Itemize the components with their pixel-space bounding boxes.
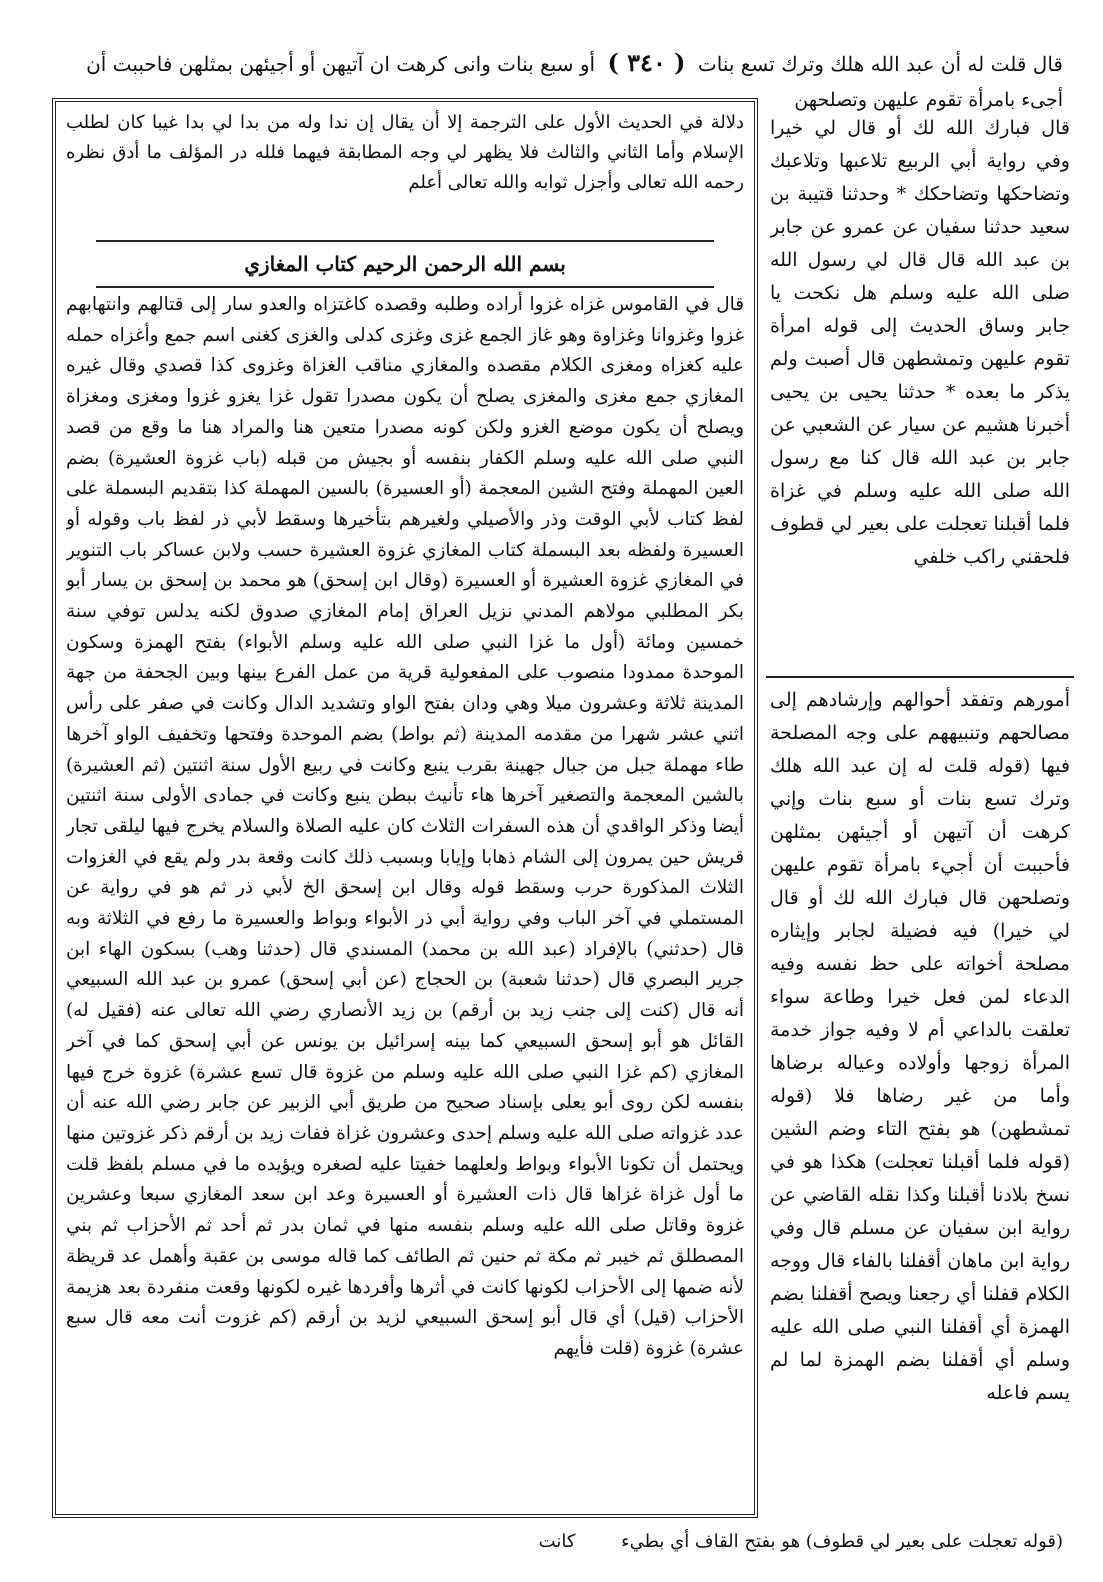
- main-frame: [52, 98, 758, 1518]
- main-commentary: قال في القاموس غزاه غزوا أراده وطلبه وقصده كاغتزاه والعدو سار إلى قتالهم وانتهابهم غزوا وغزوانا وغزاوة وهو غاز الجمع غزى وغزى كدلى والغزى كغنى اسم جمع وأغزاه حمله عليه كغزاه ومغزى الكلام مقصده والمغازي مناقب الغزاة وغزوى كذا قصدي وقال غيره المغازي جمع مغزى والمغزى يصلح أن يكون مصدرا تقول غزا يغزو غزوا ومغزى ومغزاة ويصلح أن يكون موضع الغزو ولكن كونه مصدرا متعين هنا والمراد هنا ما وقع من قصد النبي صلى الله عليه وسلم الكفار بنفسه أو بجيش من قبله (باب غزوة العشيرة) بضم العين المهملة وفتح الشين المعجمة (أو العسيرة) بالسين المهملة كذا بتقديم البسملة على لفظ كتاب لأبي الوقت وذر والأصيلي ولغيرهم بتأخيرها وسقط لأبي ذر لفظ باب وقوله أو العسيرة ولفظه بعد البسملة كتاب المغازي غزوة العشيرة حسب ولابن عساكر باب التنوير في المغازي غزوة العشيرة أو العسيرة (وقال ابن إسحق) هو محمد بن إسحق بن يسار أبو بكر المطلبي مولاهم المدني نزيل العراق إمام المغازي صدوق لكنه يدلس توفي سنة خمسين ومائة (أول ما غزا النبي صلى الله عليه وسلم الأبواء) بفتح الهمزة وسكون الموحدة ممدودا منصوب على المفعولية قرية من عمل الفرع بينها وبين الجحفة من جهة المدينة ثلاثة وعشرون ميلا وهي ودان بفتح الواو وتشديد الدال وكانت في صفر على رأس اثني عشر شهرا من مقدمه المدينة (ثم بواط) بضم الموحدة وفتحها وتخفيف الواو آخرها طاء مهملة جبل من جبال جهينة بقرب ينبع وكانت في ربيع الأول سنة اثنتين (ثم العشيرة) بالشين المعجمة والتصغير آخرها هاء تأنيث ببطن ينبع وكانت في جمادى الأولى سنة اثنتين أيضا وذكر الواقدي أن هذه السفرات الثلاث كان عليه الصلاة والسلام يخرج فيها ليلقى تجار قريش حين يمرون إلى الشام ذهابا وإيابا وبسبب ذلك كانت وقعة بدر ولم يقع في الغزوات الثلاث المذكورة حرب وسقط قوله وقال ابن إسحق الخ لأبي ذر ثم هو في رواية عن المستملي في آخر الباب وفي رواية أبي ذر الأبواء وبواط والعسيرة ما رفع في الثلاثة وبه قال (حدثني) بالإفراد (عبد الله بن محمد) المسندي قال (حدثنا وهب) بسكون الهاء ابن جرير البصري قال (حدثنا شعبة) بن الحجاج (عن أبي إسحق) عمرو بن عبد الله السبيعي أنه قال (كنت إلى جنب زيد بن أرقم) بن زيد الأنصاري رضي الله تعالى عنه (فقيل له) القائل هو أبو إسحق السبيعي كما بينه إسرائيل بن يونس عن أبي إسحق كما في آخر المغازي (كم غزا النبي صلى الله عليه وسلم من غزوة قال تسع عشرة) غزوة خرج فيها بنفسه لكن روى أبو يعلى بإسناد صحيح من طريق أبي الزبير عن جابر رضي الله عنه أن عدد غزواته صلى الله عليه وسلم إحدى وعشرون غزاة ففات زيد بن أرقم ذكر غزوتين منها ويحتمل أن تكونا الأبواء وبواط ولعلهما خفيتا عليه لصغره ويؤيده ما في مسلم بلفظ قلت ما أول غزاة غزاها قال ذات العشيرة أو العسيرة وعد ابن سعد المغازي سبعا وعشرين غزوة وقاتل صلى الله عليه وسلم بنفسه منها في ثمان بدر ثم أحد ثم الأحزاب ثم بني المصطلق ثم خيبر ثم مكة ثم حنين ثم الطائف كما قاله موسى بن عقبة وأهمل عد قريظة لأنه ضمها إلى الأحزاب لكونها كانت في أثرها وأفردها غيره لكونها وقعت منفردة بعد هزيمة الأحزاب (قيل) أي قال أبو إسحق السبيعي لزيد بن أرقم (كم غزوت أنت معه قال سبع عشرة) غزوة (قلت فأيهم: [66, 294, 744, 1359]
- margin-text-bottom: أمورهم وتفقد أحوالهم وإرشادهم إلى مصالحهم وتنبيههم على وجه المصلحة فيها (قوله قلت له إن عبد الله هلك وترك تسع بنات أو سبع بنات وإني كرهت أن آتيهن أو أجيئهن بمثلهن فأحببت أن أجيء بامرأة تقوم عليهن وتصلحهن قال فبارك الله لك أو قال لي خيرا) فيه فضيلة لجابر وإيثاره مصلحة أخواته على حظ نفسه وفيه الدعاء لمن فعل خيرا وطاعة سواء تعلقت بالداعي أم لا وفيه جواز خدمة المرأة زوجها وأولاده وعياله برضاها وأما من غير رضاها فلا (قوله تمشطهن) هو بفتح التاء وضم الشين (قوله فلما أقبلنا تعجلت) هكذا هو في نسخ بلادنا أقبلنا وكذا نقله القاضي عن رواية ابن سفيان عن مسلم قال وفي رواية ابن ماهان أقفلنا بالفاء قال ووجه الكلام قفلنا أي رجعنا ويصح أقفلنا بضم الهمزة أي أقفلنا النبي صلى الله عليه وسلم أي أقفلنا بضم الهمزة لما لم يسم فاعله: [770, 689, 1070, 1404]
- header-text-continued: أو سبع بنات وانى كرهت ان آتيهن أو أجيئهن بمثلهن فاحببت أن: [86, 52, 596, 76]
- margin-text-top: قال فبارك الله لك أو قال لي خيرا وفي رواية أبي الربيع تلاعبها وتلاعبك وتضاحكها وتضاحكك * وحدثنا قتيبة بن سعيد حدثنا سفيان عن عمرو عن جابر بن عبد الله قال قال لي رسول الله صلى الله عليه وسلم هل نكحت يا جابر وساق الحديث إلى قوله امرأة تقوم عليهن وتمشطهن قال أصبت ولم يذكر ما بعده * حدثنا يحيى بن يحيى أخبرنا هشيم عن سيار عن الشعبي عن جابر بن عبد الله قال كنا مع رسول الله صلى الله عليه وسلم في غزاة فلما أقبلنا تعجلت على بعير لي قطوف فلحقني راكب خلفي: [770, 117, 1070, 568]
- chapter-title-text: بسم الله الرحمن الرحيم كتاب المغازي: [244, 252, 566, 276]
- header-text: قال قلت له أن عبد الله هلك وترك تسع بنات: [697, 52, 1063, 76]
- page-footer: [60, 1522, 1063, 1562]
- catchword: كانت: [538, 1531, 576, 1552]
- intro-paragraph: دلالة في الحديث الأول على الترجمة إلا أن يقال إن ندا وله من بدا لي بدا غيبا كان لطلب الإسلام وأما الثاني والثالث فلا يظهر لي وجه المطابقة فيهما فلله در المؤلف ما أدق نظره رحمه الله تعالى وأجزل ثوابه والله تعالى أعلم: [66, 112, 744, 193]
- margin-divider: [766, 676, 1074, 678]
- chapter-title: [96, 240, 714, 288]
- footer-text: (قوله تعجلت على بعير لي قطوف) هو بفتح القاف أي بطيء: [621, 1531, 1063, 1552]
- page-header: [40, 40, 1063, 86]
- header-continuation: أجىء بامرأة تقوم عليهن وتصلحهن: [794, 89, 1063, 111]
- page-number: ( ٣٤٠ ): [607, 48, 686, 77]
